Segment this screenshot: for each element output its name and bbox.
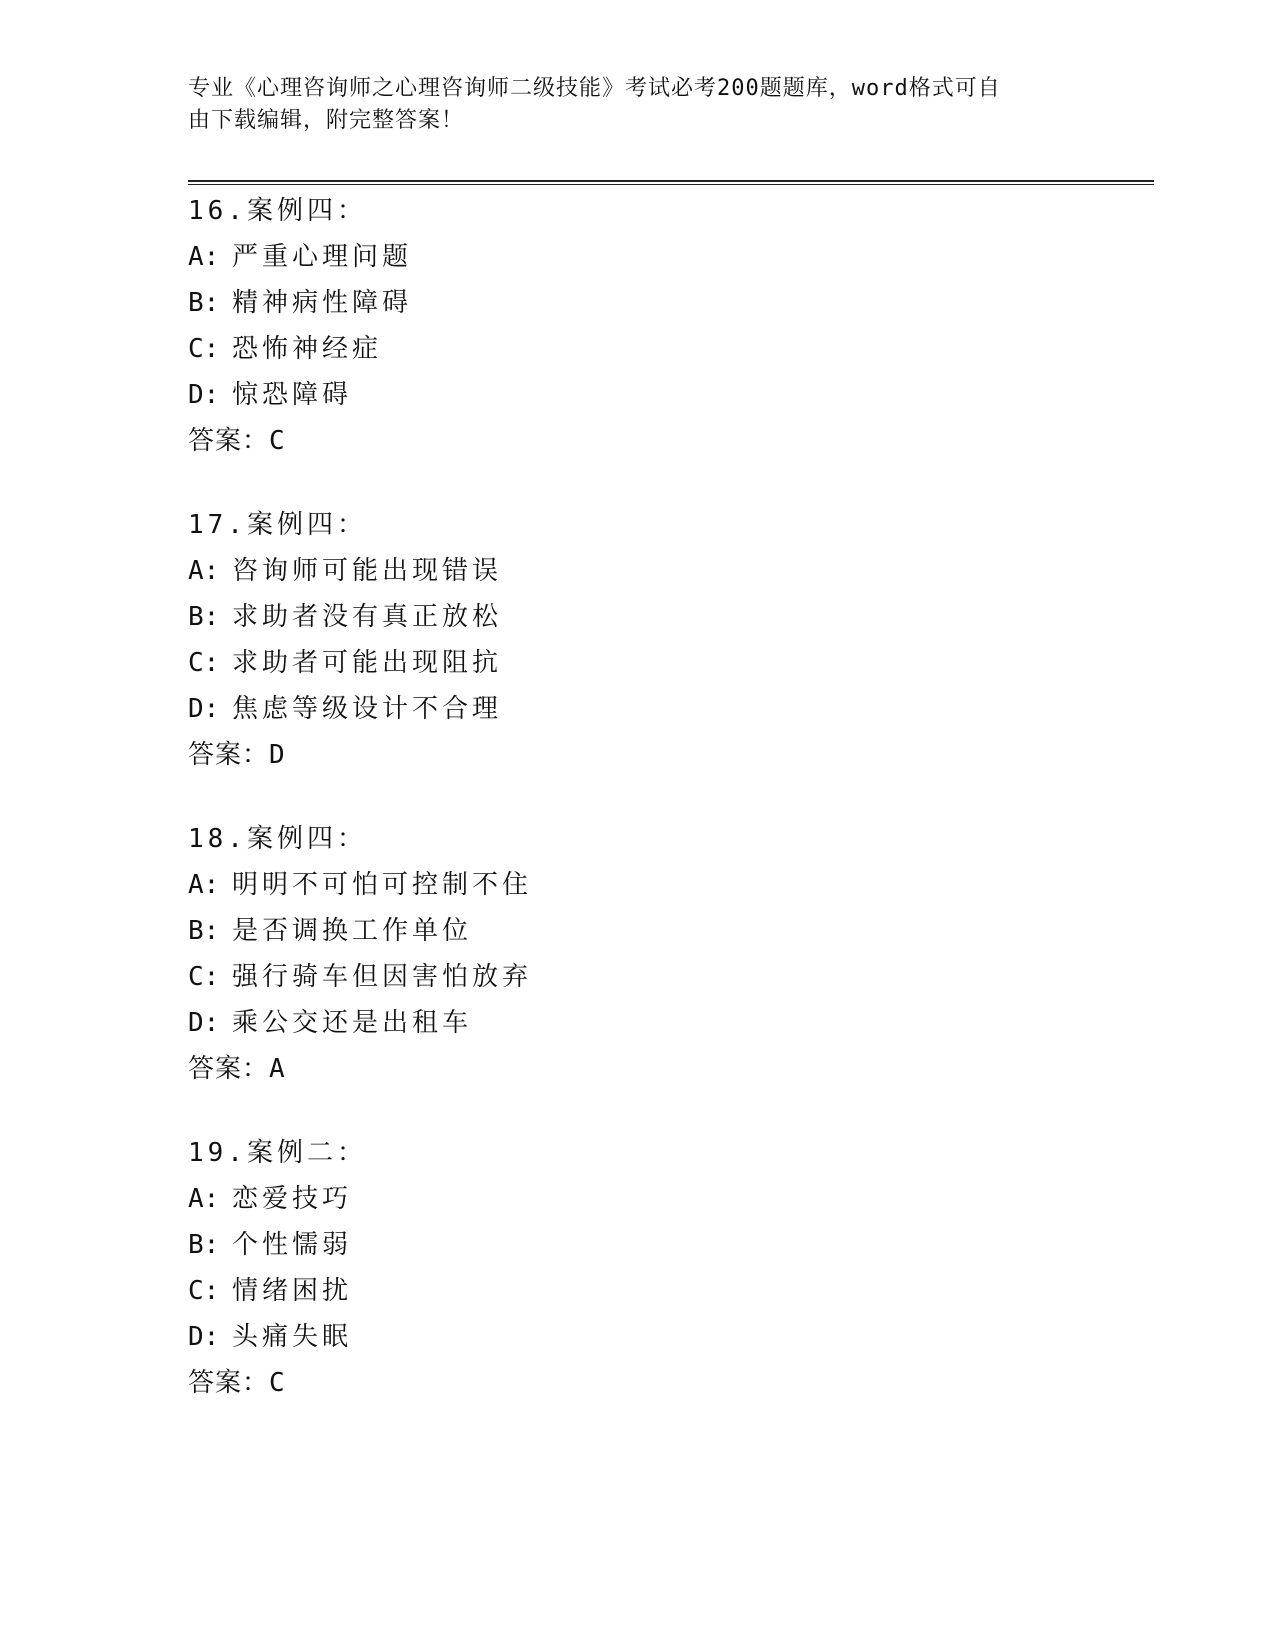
option-text: 头痛失眠 [232, 1322, 353, 1352]
header-line-2: 由下载编辑，附完整答案！ [188, 108, 465, 133]
option-c [188, 326, 1088, 372]
option-text: 精神病性障碍 [232, 288, 413, 318]
answer-value: D [269, 740, 286, 770]
option-b [188, 908, 1088, 954]
option-letter: D: [188, 694, 220, 724]
answer-value: C [269, 1368, 286, 1398]
header-line-1: 专业《心理咨询师之心理咨询师二级技能》考试必考200题题库，word格式可自 [188, 76, 1001, 101]
option-a [188, 234, 1088, 280]
option-letter: C: [188, 648, 220, 678]
option-text: 求助者可能出现阻抗 [232, 648, 503, 678]
option-text: 咨询师可能出现错误 [232, 556, 503, 586]
option-a [188, 548, 1088, 594]
answer-line [188, 1046, 1088, 1092]
option-text: 恐怖神经症 [232, 334, 383, 364]
question-18 [188, 816, 1088, 1092]
option-d [188, 686, 1088, 732]
option-letter: A: [188, 870, 220, 900]
option-text: 求助者没有真正放松 [232, 602, 503, 632]
option-text: 个性懦弱 [232, 1230, 353, 1260]
question-16 [188, 188, 1088, 464]
option-letter: D: [188, 1008, 220, 1038]
option-text: 是否调换工作单位 [232, 916, 473, 946]
answer-label: 答案： [188, 1368, 270, 1398]
question-17 [188, 502, 1088, 778]
option-c [188, 1268, 1088, 1314]
answer-label: 答案： [188, 426, 270, 456]
option-letter: C: [188, 334, 220, 364]
option-letter: A: [188, 242, 220, 272]
option-text: 惊恐障碍 [232, 380, 353, 410]
option-c [188, 954, 1088, 1000]
option-a [188, 862, 1088, 908]
document-header [188, 73, 1068, 137]
option-letter: B: [188, 288, 220, 318]
question-19 [188, 1130, 1088, 1406]
answer-value: A [269, 1054, 286, 1084]
option-letter: B: [188, 1230, 220, 1260]
option-text: 情绪困扰 [232, 1276, 353, 1306]
option-b [188, 594, 1088, 640]
option-a [188, 1176, 1088, 1222]
option-d [188, 372, 1088, 418]
header-divider [188, 180, 1154, 185]
option-text: 焦虑等级设计不合理 [232, 694, 503, 724]
question-title: 18.案例四： [188, 824, 367, 854]
option-letter: A: [188, 556, 220, 586]
option-letter: B: [188, 916, 220, 946]
question-title: 19.案例二： [188, 1138, 367, 1168]
option-d [188, 1314, 1088, 1360]
option-letter: D: [188, 1322, 220, 1352]
question-title: 17.案例四： [188, 510, 367, 540]
option-letter: B: [188, 602, 220, 632]
question-title: 16.案例四： [188, 196, 367, 226]
option-b [188, 280, 1088, 326]
option-b [188, 1222, 1088, 1268]
answer-label: 答案： [188, 1054, 270, 1084]
option-text: 强行骑车但因害怕放弃 [232, 962, 533, 992]
option-c [188, 640, 1088, 686]
option-text: 明明不可怕可控制不住 [232, 870, 533, 900]
option-letter: C: [188, 1276, 220, 1306]
option-letter: D: [188, 380, 220, 410]
answer-line [188, 1360, 1088, 1406]
option-text: 严重心理问题 [232, 242, 413, 272]
option-text: 恋爱技巧 [232, 1184, 353, 1214]
option-letter: A: [188, 1184, 220, 1214]
option-letter: C: [188, 962, 220, 992]
question-list [188, 188, 1088, 1444]
answer-line [188, 732, 1088, 778]
answer-line [188, 418, 1088, 464]
option-text: 乘公交还是出租车 [232, 1008, 473, 1038]
answer-label: 答案： [188, 740, 270, 770]
option-d [188, 1000, 1088, 1046]
answer-value: C [269, 426, 286, 456]
